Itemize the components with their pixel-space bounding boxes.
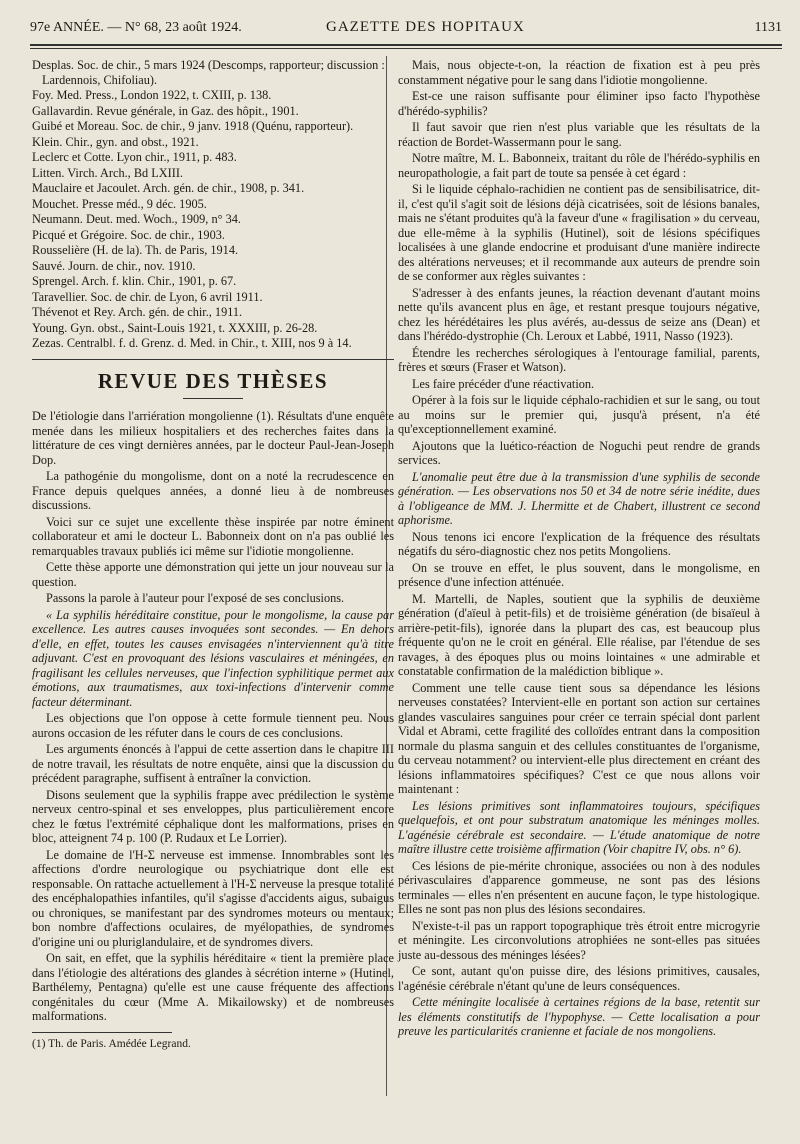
body-paragraph: Ces lésions de pie-mérite chronique, associées ou non à des nodules périvasculaires d'apparence gommeuse, ne sont pas des lésions terminales — elles n'en présentent en aucune façon, le type histologique. Elles ne sont pas non plus des lésions secondaires. <box>398 858 760 916</box>
body-paragraph: Étendre les recherches sérologiques à l'entourage familial, parents, frères et sœurs (Fraser et Watson). <box>398 345 760 374</box>
italic-thesis-paragraph: Cette méningite localisée à certaines régions de la base, retentit sur les éléments constitutifs de l'hypophyse. — Cette localisation a pour preuve les particularités cranienne et faciale de nos mongoliens. <box>398 995 760 1038</box>
body-paragraph: Les faire précéder d'une réactivation. <box>412 376 595 391</box>
left-column <box>32 58 394 1053</box>
reference-item: Thévenot et Rey. Arch. gén. de chir., 1911. <box>32 305 243 319</box>
reference-item: Young. Gyn. obst., Saint-Louis 1921, t. XXXIII, p. 26-28. <box>32 320 318 335</box>
italic-thesis-paragraph: Les lésions primitives sont inflammatoires toujours, spécifiques quelquefois, et ont pour substratum anatomique les méninges molles. L'agénésie cérébrale est secondaire. — L'étude anatomique de notre maître illustre cette troisième affirmation (Voir chapitre IV, obs. n° 6). <box>398 798 760 856</box>
footnote-rule <box>32 1032 172 1033</box>
reference-item: Foy. Med. Press., London 1922, t. CXIII, p. 138. <box>32 88 272 102</box>
reference-item: Rousselière (H. de la). Th. de Paris, 1914. <box>32 243 239 257</box>
italic-thesis-paragraph: L'anomalie peut être due à la transmission d'une syphilis de seconde génération. — Les observations nos 50 et 34 de notre série inédite, dues à l'obligeance de MM. J. Lhermitte et de Chabert, illustrent ce second aphorisme. <box>398 469 760 527</box>
body-paragraph: Les objections que l'on oppose à cette formule tiennent peu. Nous aurons occasion de les réfuter dans le cours de ces conclusions. <box>32 711 394 740</box>
body-paragraph: Est-ce une raison suffisante pour éliminer ipso facto l'hypothèse d'hérédo-syphilis? <box>398 89 760 118</box>
reference-item: Leclerc et Cotte. Lyon chir., 1911, p. 483. <box>32 150 237 164</box>
body-paragraph: On se trouve en effet, le plus souvent, dans le mongolisme, en présence d'une infection atténuée. <box>398 560 760 589</box>
reference-item: Neumann. Deut. med. Woch., 1909, n° 34. <box>32 212 241 226</box>
quoted-paragraph: « La syphilis héréditaire constitue, pour le mongolisme, la cause par excellence. Les autres causes invoquées sont secondes. — En dehors d'elle, en effet, toutes les causes envisagées n'interviennent qu'à titre adjuvant. C'est en provoquant des lésions vasculaires et méningées, en fragilisant les cellules nerveuses, que l'infection syphilitique permet aux émotions, aux traumatismes, aux toxi-infections d'intervenir comme facteur déterminant. <box>32 607 394 709</box>
body-paragraph: Il faut savoir que rien n'est plus variable que les résultats de la réaction de Bordet-Wassermann pour le sang. <box>398 120 760 149</box>
body-paragraph: La pathogénie du mongolisme, dont on a noté la recrudescence en France depuis quelques années, a donné lieu à de nombreuses discussions. <box>32 469 394 512</box>
issue-line: 97e ANNÉE. — N° 68, 23 août 1924. <box>30 20 242 35</box>
body-paragraph: On sait, en effet, que la syphilis héréditaire « tient la première place dans l'étiologie des altérations des glandes à sécrétion interne » (Hutinel, Barthélemy, Pentagna) qu'elle est une cause fréquente des affections congénitales du cœur (Mme A. Mikailowsky) et de nombreuses malformations. <box>32 951 394 1023</box>
reference-item: Zezas. Centralbl. f. d. Grenz. d. Med. in Chir., t. XIII, nos 9 à 14. <box>32 336 352 350</box>
body-paragraph: S'adresser à des enfants jeunes, la réaction devenant d'autant moins nette qu'ils avancent plus en âge, et restant presque toujours négative, chez les hérédétaires les plus avérés, au-dessus de seize ans (Dean) et dans l'hérédo-dystrophie (Ch. Leroux et Labbé, 1911, Nasso (1923). <box>398 285 760 343</box>
body-paragraph: Le domaine de l'H-Σ nerveuse est immense. Innombrables sont les affections d'ordre neurologique ou psychiatrique dont elle est responsable. On rattache actuellement à l'H-Σ nerveuse la presque totalité des encéphalopathies infantiles, qu'il s'agisse d'accidents aigus, subaigus ou chroniques, se manifestant par des syndromes moteurs ou mentaux; bon nombre d'affections oculaires, de myélopathies, de syndromes d'origine uni ou pluriglandulaire, et de syndromes divers. <box>32 847 394 949</box>
right-column <box>398 58 760 1041</box>
body-paragraph: Disons seulement que la syphilis frappe avec prédilection le système nerveux centro-spinal et ses enveloppes, plus particulièrement encore chez le fœtus l'extrémité céphalique dont les malformations, prises en bloc, atteignent 74 p. 100 (P. Rudaux et Le Lorrier). <box>32 787 394 845</box>
reference-item: Mauclaire et Jacoulet. Arch. gén. de chir., 1908, p. 341. <box>32 181 305 195</box>
reference-item: Taravellier. Soc. de chir. de Lyon, 6 avril 1911. <box>32 289 263 304</box>
reference-list <box>32 58 394 351</box>
body-paragraph: Ce sont, autant qu'on puisse dire, des lésions primitives, causales, l'agénésie cérébrale n'étant qu'une de leurs conséquences. <box>398 964 760 993</box>
body-paragraph: Opérer à la fois sur le liquide céphalo-rachidien et sur le sang, ou tout au moins sur le premier qui, jusqu'à présent, n'a été qu'exceptionnellement examiné. <box>398 393 760 436</box>
body-paragraph: Les arguments énoncés à l'appui de cette assertion dans le chapitre III de notre travail, les résultats de notre enquête, ainsi que la discussion du précédent paragraphe, suffisent à entraîner la conviction. <box>32 742 394 785</box>
reference-item: Mouchet. Presse méd., 9 déc. 1905. <box>32 196 207 211</box>
reference-item: Sauvé. Journ. de chir., nov. 1910. <box>32 258 196 273</box>
reference-item: Gallavardin. Revue générale, in Gaz. des hôpit., 1901. <box>32 103 299 118</box>
section-rule <box>32 359 394 360</box>
title-underline <box>183 398 243 399</box>
header-rule-thin <box>30 48 782 49</box>
section-title: REVUE DES THÈSES <box>97 368 329 393</box>
body-paragraph: N'existe-t-il pas un rapport topographique très étroit entre microgyrie et méningite. Les circonvolutions atrophiées ne sont-elles pas situées juste au-dessous des méninges lésées? <box>398 918 760 962</box>
body-paragraph: Si le liquide céphalo-rachidien ne contient pas de sensibilisatrice, dit-il, c'est qu'il s'agit soit de lésions déjà cicatrisées, soit de lésions banales, mais ne s'étant produites qu'à la faveur d'une « fragilisation » du cerveau, due elle-même à la syphilis (Hutinel), soit de lésions spécifiques localisées à une glande endocrine et produisant d'une manière indirecte des altérations nerveuses; et il recommande aux auteurs de prendre soin de se conformer aux règles suivantes : <box>398 182 760 283</box>
body-paragraph: Ajoutons que la luético-réaction de Noguchi peut rendre de grands services. <box>398 438 760 467</box>
body-paragraph: Passons la parole à l'auteur pour l'exposé de ses conclusions. <box>46 591 345 605</box>
reference-item: Klein. Chir., gyn. and obst., 1921. <box>32 134 199 149</box>
thesis-title: De l'étiologie dans l'arriération mongolienne (1). Résultats d'une enquête menée dans les milieux hospitaliers et des recherches faites dans la littérature de ces vingt dernières années, par le docteur Paul-Jean-Joseph Dop. <box>32 409 394 467</box>
reference-item: Guibé et Moreau. Soc. de chir., 9 janv. 1918 (Quénu, rapporteur). <box>32 119 354 133</box>
reference-item: Picqué et Grégoire. Soc. de chir., 1903. <box>32 227 225 242</box>
body-paragraph: Cette thèse apporte une démonstration qui jette un jour nouveau sur la question. <box>32 560 394 589</box>
body-paragraph: Nous tenons ici encore l'explication de la fréquence des résultats négatifs du séro-diagnostic chez nos petits Mongoliens. <box>398 529 760 558</box>
footnote: (1) Th. de Paris. Amédée Legrand. <box>32 1037 191 1050</box>
journal-title: GAZETTE DES HOPITAUX <box>326 19 525 35</box>
page-number: 1131 <box>754 20 782 35</box>
body-paragraph: Comment une telle cause tient sous sa dépendance les lésions nerveuses constatées? Intervient-elle en portant son action sur certaines glandes vasculaires sanguines pour créer ce terrain spécial dont parlent Vidal et Abrami, cette fragilité des colloïdes entrant dans la composition normale du plasma sanguin et des cellules constituantes de l'organisme, du cerveau notamment? ou intervient-elle plus directement en créant des lésions inflammatoires spécifiques? C'est ce que nous allons voir maintenant : <box>398 680 760 796</box>
reference-item: Litten. Virch. Arch., Bd LXIII. <box>32 165 184 180</box>
reference-item: Sprengel. Arch. f. klin. Chir., 1901, p. 67. <box>32 274 237 288</box>
body-paragraph: Mais, nous objecte-t-on, la réaction de fixation est à peu près constamment négative pour le sang dans l'idiotie mongolienne. <box>398 58 760 87</box>
body-paragraph: Voici sur ce sujet une excellente thèse inspirée par notre éminent collaborateur et ami le docteur L. Babonneix dont on n'a pas oublié les remarquables travaux publiés ici même sur l'idiotie mongolienne. <box>32 514 394 558</box>
body-paragraph: M. Martelli, de Naples, soutient que la syphilis de deuxième génération (d'aïeul à petit-fils) et de troisième génération (de bisaïeul à arrière-petit-fils), ignorée dans la plupart des cas, est beaucoup plus fréquente qu'on ne le croit en général. Elle réalise, par l'étendue de ses ravages, à des époques plus ou moins lointaines « une admirable et constatable confirmation de la malédiction biblique ». <box>398 591 760 678</box>
reference-item: Desplas. Soc. de chir., 5 mars 1924 (Descomps, rapporteur; discussion : Lardennois, Chifoliau). <box>32 58 385 87</box>
body-paragraph: Notre maître, M. L. Babonneix, traitant du rôle de l'hérédo-syphilis en neuropathologie, a fait part de toute sa pensée à cet égard : <box>398 151 760 180</box>
page-header <box>30 14 782 40</box>
header-rule-thick <box>30 44 782 46</box>
